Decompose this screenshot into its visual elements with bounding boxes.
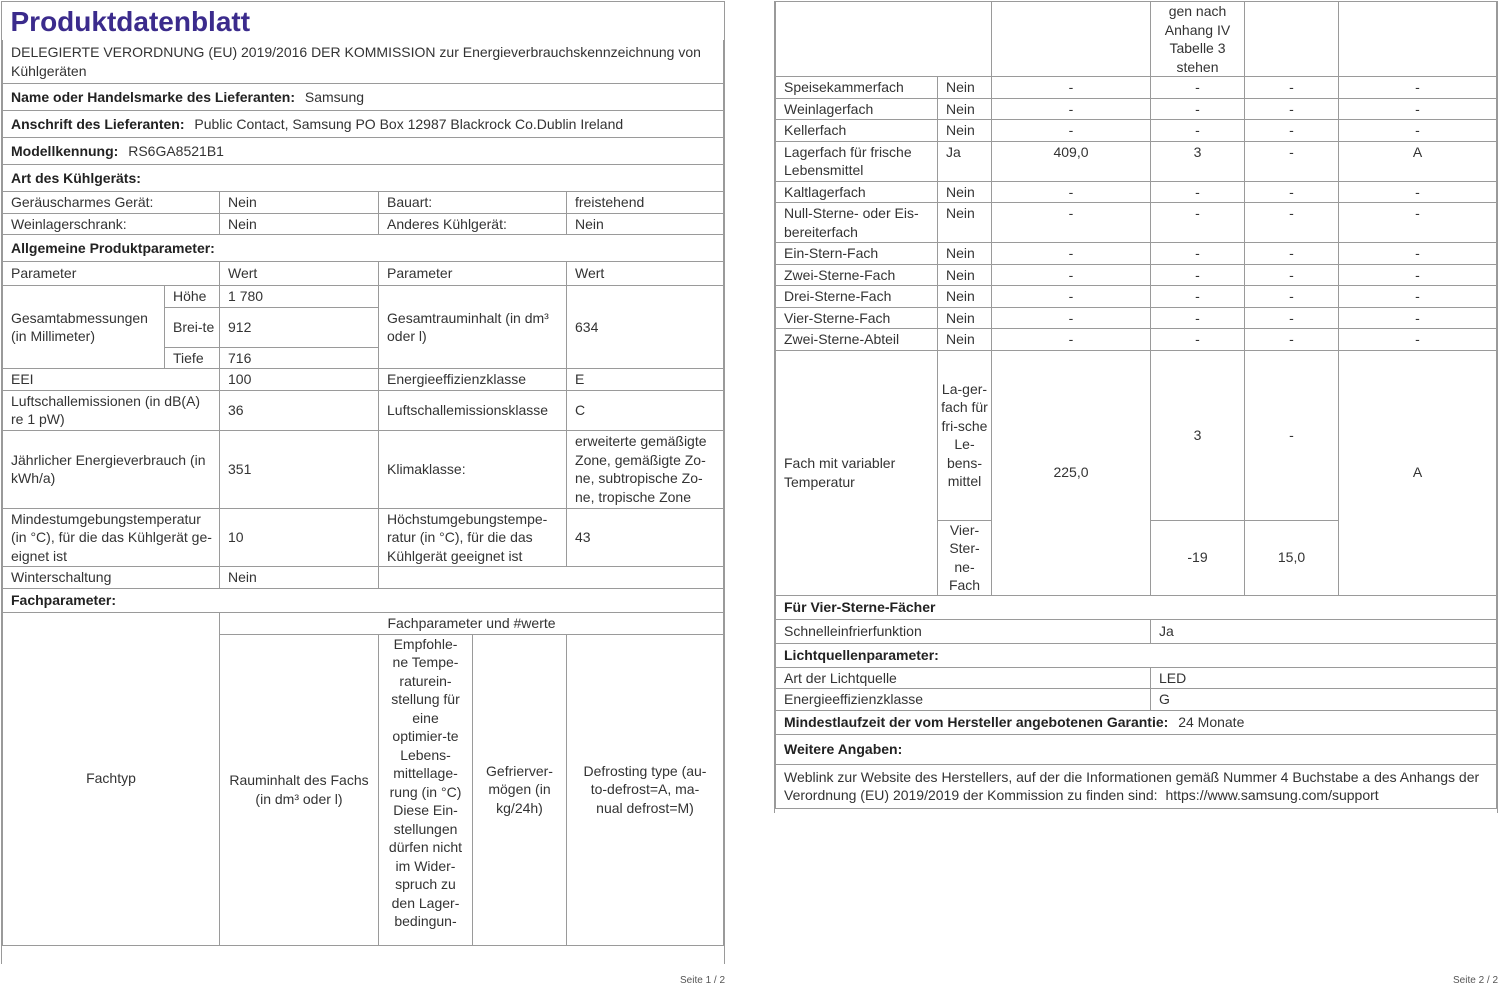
row-freeze: -	[1245, 329, 1339, 351]
table-row	[776, 181, 1497, 203]
row-present: Ja	[938, 141, 992, 181]
row-type: Lagerfach für frische Lebensmittel	[776, 141, 938, 181]
row-type: Weinlagerfach	[776, 98, 938, 120]
row-temp: -	[1151, 77, 1245, 99]
row-present: Nein	[938, 120, 992, 142]
row-type: Drei-Sterne-Fach	[776, 286, 938, 308]
row-present: Nein	[938, 307, 992, 329]
row-temp: -	[1151, 286, 1245, 308]
device-label-3: Weinlagerschrank:	[3, 213, 220, 235]
variable-temp2: -19	[1151, 520, 1245, 595]
general-params-table	[2, 261, 724, 613]
supplier-label: Name oder Handelsmarke des Lieferanten:	[11, 88, 295, 105]
light-type-value: LED	[1151, 667, 1497, 689]
row-type: Ein-Stern-Fach	[776, 243, 938, 265]
row-temp: -	[1151, 98, 1245, 120]
four-star-heading: Für Vier-Sterne-Fächer	[776, 595, 1497, 619]
warranty-value: 24 Monate	[1178, 713, 1245, 730]
annual-energy-value: 351	[220, 430, 379, 508]
datasheet-page-2	[774, 1, 1498, 813]
col-value-2: Wert	[567, 262, 724, 286]
row-present: Nein	[938, 203, 992, 243]
compartment-header-table	[2, 612, 724, 946]
row-defrost: -	[1339, 181, 1497, 203]
device-type-heading: Art des Kühlgeräts:	[3, 165, 724, 192]
continued-empty-3	[1245, 2, 1339, 77]
row-volume: -	[992, 77, 1151, 99]
row-present: Nein	[938, 181, 992, 203]
address-row	[3, 111, 724, 138]
continued-empty-2	[992, 2, 1151, 77]
row-freeze: -	[1245, 264, 1339, 286]
row-type: Kaltlagerfach	[776, 181, 938, 203]
row-volume: -	[992, 307, 1151, 329]
row-volume: -	[992, 243, 1151, 265]
row-type: Kellerfach	[776, 120, 938, 142]
row-defrost: -	[1339, 286, 1497, 308]
climate-class-label: Klimaklasse:	[379, 430, 567, 508]
device-label-2: Bauart:	[379, 192, 567, 214]
row-volume: -	[992, 286, 1151, 308]
table-row	[776, 98, 1497, 120]
row-present: Nein	[938, 98, 992, 120]
page2-footer: Seite 2 / 2	[1453, 975, 1499, 986]
variable-volume: 225,0	[992, 350, 1151, 595]
general-heading: Allgemeine Produktparameter:	[3, 235, 724, 262]
device-value-4: Nein	[567, 213, 724, 235]
device-label-4: Anderes Kühlgerät:	[379, 213, 567, 235]
col-temp: Empfohle-ne Tempe-raturein-stellung für eine optimier-te Lebens-mittellage-rung (in °C) Diese Ein-stellungen dürfen nicht im Wider-spruch zu den Lager-bedingun-	[379, 634, 473, 945]
row-defrost: -	[1339, 203, 1497, 243]
row-present: Nein	[938, 286, 992, 308]
row-type: Speisekammerfach	[776, 77, 938, 99]
winter-label: Winterschaltung	[3, 567, 220, 589]
row-freeze: -	[1245, 120, 1339, 142]
dim-width-value: 912	[220, 307, 379, 347]
noise-label: Luftschallemissionen (in dB(A) re 1 pW)	[3, 390, 220, 430]
winter-value: Nein	[220, 567, 379, 589]
dim-width-label: Brei-te	[165, 307, 220, 347]
row-freeze: -	[1245, 286, 1339, 308]
device-value-3: Nein	[220, 213, 379, 235]
model-label: Modellkennung:	[11, 142, 119, 159]
col-value-1: Wert	[220, 262, 379, 286]
light-class-value: G	[1151, 689, 1497, 711]
row-present: Nein	[938, 77, 992, 99]
light-heading: Lichtquellenparameter:	[776, 643, 1497, 667]
row-defrost: -	[1339, 264, 1497, 286]
row-defrost: A	[1339, 141, 1497, 181]
dim-height-label: Höhe	[165, 286, 220, 308]
warranty-row	[776, 710, 1497, 734]
row-defrost: -	[1339, 120, 1497, 142]
row-volume: -	[992, 329, 1151, 351]
row-temp: -	[1151, 203, 1245, 243]
table-row	[776, 307, 1497, 329]
weblink-url[interactable]: https://www.samsung.com/support	[1165, 787, 1379, 803]
row-volume: -	[992, 264, 1151, 286]
winter-empty-cell	[379, 567, 724, 589]
address-label: Anschrift des Lieferanten:	[11, 115, 185, 132]
table-row	[776, 141, 1497, 181]
variable-sub1: La-ger-fach für fri-sche Le-bens-mittel	[938, 350, 992, 520]
row-temp: -	[1151, 120, 1245, 142]
row-type: Zwei-Sterne-Abteil	[776, 329, 938, 351]
max-temp-label: Höchstumgebungstempe-ratur (in °C), für die das Kühlgerät geeignet ist	[379, 508, 567, 567]
compartment-heading: Fachparameter:	[3, 588, 724, 612]
row-temp: 3	[1151, 141, 1245, 181]
total-volume-value: 634	[567, 286, 724, 369]
col-fachtyp: Fachtyp	[3, 612, 220, 945]
compartment-table	[775, 2, 1497, 620]
table-row	[776, 203, 1497, 243]
table-row	[776, 329, 1497, 351]
model-row	[3, 138, 724, 165]
row-volume: -	[992, 203, 1151, 243]
page1-footer: Seite 1 / 2	[680, 975, 726, 986]
table-row	[776, 264, 1497, 286]
row-defrost: -	[1339, 307, 1497, 329]
supplier-row	[3, 84, 724, 111]
variable-freeze2: 15,0	[1245, 520, 1339, 595]
datasheet-page-1	[1, 1, 725, 964]
col-volume: Rauminhalt des Fachs (in dm³ oder l)	[220, 634, 379, 945]
row-temp: -	[1151, 329, 1245, 351]
col-defrost: Defrosting type (au-to-defrost=A, ma-nual defrost=M)	[567, 634, 724, 945]
row-type: Vier-Sterne-Fach	[776, 307, 938, 329]
dimensions-label: Gesamtabmessungen (in Millimeter)	[3, 286, 165, 369]
row-freeze: -	[1245, 141, 1339, 181]
continued-header: gen nach Anhang IV Tabelle 3 stehen	[1151, 2, 1245, 77]
device-type-table	[2, 191, 724, 262]
row-freeze: -	[1245, 98, 1339, 120]
fast-freeze-value: Ja	[1151, 619, 1497, 643]
continued-empty-1	[776, 2, 992, 77]
col-parameter-2: Parameter	[379, 262, 567, 286]
row-type: Zwei-Sterne-Fach	[776, 264, 938, 286]
warranty-label: Mindestlaufzeit der vom Hersteller angebotenen Garantie:	[784, 713, 1169, 730]
supplier-value: Samsung	[304, 88, 365, 105]
variable-defrost: A	[1339, 350, 1497, 595]
row-defrost: -	[1339, 243, 1497, 265]
row-defrost: -	[1339, 98, 1497, 120]
noise-class-label: Luftschallemissionsklasse	[379, 390, 567, 430]
light-class-label: Energieeffizienzklasse	[776, 689, 1151, 711]
compartment-group-header: Fachparameter und #werte	[220, 612, 724, 634]
row-present: Nein	[938, 264, 992, 286]
continued-empty-4	[1339, 2, 1497, 77]
variable-temp1: 3	[1151, 350, 1245, 520]
weblink-row	[776, 764, 1497, 808]
model-value: RS6GA8521B1	[128, 142, 224, 159]
page-title: Produktdatenblatt	[10, 6, 251, 37]
eei-label: EEI	[3, 369, 220, 391]
row-temp: -	[1151, 307, 1245, 329]
weblink-text: Weblink zur Website des Herstellers, auf der die Informationen gemäß Nummer 4 Buchstabe a des Anhangs der Verordnung (EU) 2019/2019 der Kommission zu finden sind:	[784, 768, 1480, 803]
max-temp-value: 43	[567, 508, 724, 567]
variable-sub2: Vier-Ster-ne-Fach	[938, 520, 992, 595]
row-volume: -	[992, 181, 1151, 203]
more-heading: Weitere Angaben:	[776, 734, 1497, 764]
dim-depth-label: Tiefe	[165, 347, 220, 369]
row-defrost: -	[1339, 77, 1497, 99]
annual-energy-label: Jährlicher Energieverbrauch (in kWh/a)	[3, 430, 220, 508]
light-type-label: Art der Lichtquelle	[776, 667, 1151, 689]
row-temp: -	[1151, 243, 1245, 265]
row-volume: 409,0	[992, 141, 1151, 181]
min-temp-value: 10	[220, 508, 379, 567]
table-row	[776, 286, 1497, 308]
table-row	[776, 120, 1497, 142]
row-freeze: -	[1245, 77, 1339, 99]
noise-class-value: C	[567, 390, 724, 430]
fast-freeze-label: Schnelleinfrierfunktion	[776, 619, 1151, 643]
min-temp-label: Mindestumgebungstemperatur (in °C), für die das Kühlgerät ge-eignet ist	[3, 508, 220, 567]
table-row	[776, 77, 1497, 99]
row-present: Nein	[938, 329, 992, 351]
col-freeze: Gefrierver-mögen (in kg/24h)	[473, 634, 567, 945]
row-defrost: -	[1339, 329, 1497, 351]
extra-params-table	[775, 619, 1497, 809]
energy-class-label: Energieeffizienzklasse	[379, 369, 567, 391]
row-present: Nein	[938, 243, 992, 265]
row-freeze: -	[1245, 203, 1339, 243]
row-freeze: -	[1245, 243, 1339, 265]
energy-class-value: E	[567, 369, 724, 391]
table-row	[776, 243, 1497, 265]
regulation-text: DELEGIERTE VERORDNUNG (EU) 2019/2016 DER KOMMISSION zur Energieverbrauchskennzeichnung von Kühlgeräten	[3, 40, 724, 84]
address-value: Public Contact, Samsung PO Box 12987 Blackrock Co.Dublin Ireland	[194, 115, 624, 132]
variable-freeze1: -	[1245, 350, 1339, 520]
noise-value: 36	[220, 390, 379, 430]
variable-type: Fach mit variabler Temperatur	[776, 350, 938, 595]
row-temp: -	[1151, 181, 1245, 203]
row-temp: -	[1151, 264, 1245, 286]
page1-header-table	[2, 2, 724, 192]
total-volume-label: Gesamtrauminhalt (in dm³ oder l)	[379, 286, 567, 369]
dim-height-value: 1 780	[220, 286, 379, 308]
dim-depth-value: 716	[220, 347, 379, 369]
col-parameter-1: Parameter	[3, 262, 220, 286]
device-value-2: freistehend	[567, 192, 724, 214]
eei-value: 100	[220, 369, 379, 391]
row-freeze: -	[1245, 307, 1339, 329]
row-volume: -	[992, 98, 1151, 120]
device-value-1: Nein	[220, 192, 379, 214]
row-freeze: -	[1245, 181, 1339, 203]
row-type: Null-Sterne- oder Eis-bereiterfach	[776, 203, 938, 243]
device-label-1: Geräuscharmes Gerät:	[3, 192, 220, 214]
climate-class-value: erweiterte gemäßigte Zone, gemäßigte Zo-ne, subtropische Zo-ne, tropische Zone	[567, 430, 724, 508]
row-volume: -	[992, 120, 1151, 142]
